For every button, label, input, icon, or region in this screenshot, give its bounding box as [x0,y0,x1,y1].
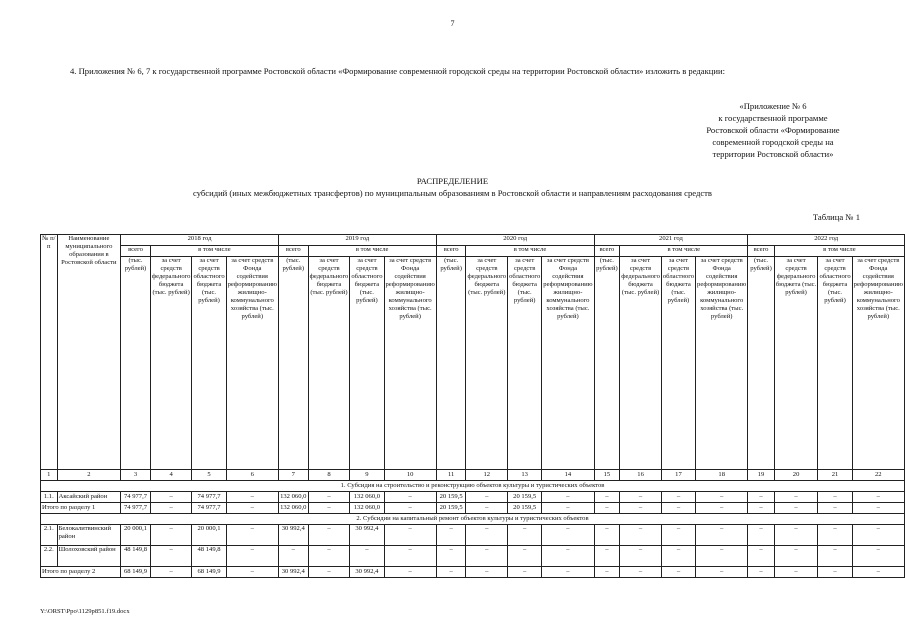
row-value: – [278,546,308,567]
total-value: – [436,567,466,578]
row-value: – [620,492,662,503]
appendix-line: территории Ростовской области» [712,149,834,159]
row-value: 74 977,7 [121,492,151,503]
header-source: за счет средств федерального бюджета (тыс. рублей) [466,257,508,470]
total-value: – [748,567,774,578]
total-value: – [620,503,662,514]
column-number: 14 [542,470,594,481]
row-value: – [466,492,508,503]
row-value: – [384,525,436,546]
row-value: – [150,546,192,567]
row-value: – [852,546,904,567]
intro-paragraph: 4. Приложения № 6, 7 к государственной программе Ростовской области «Формирование современной городской среды на территории Ростовской области» изложить в редакции: [70,66,725,76]
column-number: 4 [150,470,192,481]
row-value: 30 992,4 [278,525,308,546]
row-value: – [542,525,594,546]
row-value: 20 000,1 [121,525,151,546]
table-row [41,546,905,567]
header-incl: в том числе [774,246,904,257]
column-number: 18 [696,470,748,481]
header-year: 2018 год [121,235,279,246]
row-value: – [696,492,748,503]
section-total-row [41,567,905,578]
total-value: – [620,567,662,578]
column-number: 10 [384,470,436,481]
total-value: – [696,503,748,514]
heading-subtitle: субсидий (иных межбюджетных трансфертов) по муниципальным образованиям в Ростовской области и направлениям расходования средств [193,188,712,198]
total-value: 74 977,7 [192,503,226,514]
row-value: – [508,525,542,546]
row-value: 48 149,8 [192,546,226,567]
total-value: – [661,567,695,578]
section-title: 1. Субсидия на строительство и реконструкцию объектов культуры и туристических объектов [41,481,905,492]
header-year: 2020 год [436,235,594,246]
file-path-footer: Y:\ORST\Ppo\1129p851.f19.docx [40,608,130,615]
header-source: за счет средств областного бюджета (тыс. рублей) [192,257,226,470]
column-number: 17 [661,470,695,481]
total-value: 30 992,4 [278,567,308,578]
total-value: – [594,503,620,514]
row-value: – [620,546,662,567]
header-source: (тыс. рублей) [748,257,774,470]
header-source: за счет средств федерального бюджета (тыс. рублей) [150,257,192,470]
total-value: – [384,567,436,578]
total-value: – [384,503,436,514]
total-value: 30 992,4 [350,567,384,578]
total-value: – [150,567,192,578]
column-number: 7 [278,470,308,481]
appendix-line: к государственной программе [718,113,828,123]
distribution-table [40,234,905,578]
column-number: 12 [466,470,508,481]
row-municipality: Аксайский район [57,492,121,503]
row-value: – [594,492,620,503]
row-value: 20 000,1 [192,525,226,546]
header-source: (тыс. рублей) [278,257,308,470]
total-value: – [508,567,542,578]
column-number: 2 [57,470,121,481]
row-value: – [774,492,818,503]
total-value: 132 060,0 [278,503,308,514]
total-value: – [774,503,818,514]
row-number: 1.1. [41,492,58,503]
column-number: 15 [594,470,620,481]
row-value: – [466,525,508,546]
header-incl: в том числе [308,246,436,257]
header-total: всего [278,246,308,257]
row-value: – [542,546,594,567]
row-value: – [508,546,542,567]
row-value: 132 060,0 [278,492,308,503]
header-source: за счет средств областного бюджета (тыс. рублей) [661,257,695,470]
appendix-line: современной городской среды на [712,137,834,147]
header-incl: в том числе [620,246,748,257]
page-number: 7 [450,19,455,28]
total-value: – [852,567,904,578]
header-total: всего [748,246,774,257]
header-source: (тыс. рублей) [121,257,151,470]
header-source: (тыс. рублей) [436,257,466,470]
total-value: 74 977,7 [121,503,151,514]
column-number: 22 [852,470,904,481]
table-row [41,525,905,546]
header-source: за счет средств Фонда содействия реформированию жилищно-коммунального хозяйства (тыс. рублей) [852,257,904,470]
row-value: – [661,546,695,567]
row-value: – [774,525,818,546]
total-value: 68 149,9 [192,567,226,578]
row-value: – [226,546,278,567]
header-source: за счет средств федерального бюджета (тыс. рублей) [620,257,662,470]
header-source: за счет средств областного бюджета (тыс. рублей) [508,257,542,470]
total-value: 20 159,5 [508,503,542,514]
row-value: – [384,546,436,567]
total-value: 132 060,0 [350,503,384,514]
total-value: 68 149,9 [121,567,151,578]
section-total-row [41,503,905,514]
header-source: за счет средств Фонда содействия реформированию жилищно-коммунального хозяйства (тыс. рублей) [542,257,594,470]
column-number-row [41,470,905,481]
total-value: – [542,567,594,578]
row-value: – [594,546,620,567]
total-value: – [542,503,594,514]
column-number: 8 [308,470,350,481]
row-value: – [308,546,350,567]
row-value: – [748,492,774,503]
row-value: – [384,492,436,503]
total-value: – [818,503,852,514]
total-value: – [226,567,278,578]
header-year: 2019 год [278,235,436,246]
header-col-name: Наименование муниципального образования в Ростовской области [57,235,121,470]
total-value: – [466,567,508,578]
total-value: – [150,503,192,514]
header-col-no: № п/п [41,235,58,470]
header-total: всего [594,246,620,257]
column-number: 9 [350,470,384,481]
row-value: – [620,525,662,546]
total-value: – [226,503,278,514]
row-value: – [308,525,350,546]
row-value: – [350,546,384,567]
header-total: всего [121,246,151,257]
row-value: – [852,525,904,546]
row-value: – [226,492,278,503]
row-value: – [818,525,852,546]
row-value: – [150,525,192,546]
column-number: 16 [620,470,662,481]
row-value: – [308,492,350,503]
total-value: – [466,503,508,514]
total-value: – [308,503,350,514]
header-incl: в том числе [150,246,278,257]
section-title: 2. Субсидии на капитальный ремонт объектов культуры и туристических объектов [41,514,905,525]
header-total: всего [436,246,466,257]
header-source: за счет средств Фонда содействия реформированию жилищно-коммунального хозяйства (тыс. рублей) [226,257,278,470]
row-value: – [852,492,904,503]
row-value: – [774,546,818,567]
total-value: – [696,567,748,578]
section-total-label: Итого по разделу 1 [41,503,121,514]
row-value: – [661,492,695,503]
column-number: 5 [192,470,226,481]
section-title-row [41,514,905,525]
row-number: 2.2. [41,546,58,567]
column-number: 11 [436,470,466,481]
row-value: – [748,525,774,546]
row-value: – [226,525,278,546]
row-value: – [696,546,748,567]
row-value: – [466,546,508,567]
row-value: 30 992,4 [350,525,384,546]
header-row-groups [41,246,905,257]
header-source: за счет средств федерального бюджета (тыс. рублей) [774,257,818,470]
header-source: за счет средств областного бюджета (тыс. рублей) [818,257,852,470]
total-value: – [661,503,695,514]
row-value: – [150,492,192,503]
document-heading [0,175,905,199]
row-municipality: Шолоховский район [57,546,121,567]
row-value: – [436,525,466,546]
header-row-years [41,235,905,246]
column-number: 21 [818,470,852,481]
row-value: 20 159,5 [508,492,542,503]
total-value: – [818,567,852,578]
header-source: за счет средств Фонда содействия реформированию жилищно-коммунального хозяйства (тыс. рублей) [696,257,748,470]
appendix-line: «Приложение № 6 [739,101,807,111]
row-value: – [594,525,620,546]
row-value: 48 149,8 [121,546,151,567]
column-number: 1 [41,470,58,481]
header-source: (тыс. рублей) [594,257,620,470]
column-number: 13 [508,470,542,481]
heading-title: РАСПРЕДЕЛЕНИЕ [416,176,489,186]
row-value: – [436,546,466,567]
header-year: 2021 год [594,235,748,246]
table-number: Таблица № 1 [812,212,860,222]
header-source: за счет средств федерального бюджета (тыс. рублей) [308,257,350,470]
row-value: – [542,492,594,503]
header-incl: в том числе [466,246,594,257]
row-value: – [661,525,695,546]
column-number: 20 [774,470,818,481]
row-municipality: Белокалитвинский район [57,525,121,546]
row-value: – [818,546,852,567]
header-source: за счет средств областного бюджета (тыс. рублей) [350,257,384,470]
total-value: – [774,567,818,578]
row-value: 20 159,5 [436,492,466,503]
table-row [41,492,905,503]
total-value: – [852,503,904,514]
header-year: 2022 год [748,235,905,246]
row-value: – [748,546,774,567]
total-value: – [594,567,620,578]
header-row-sources [41,257,905,470]
total-value: – [308,567,350,578]
total-value: 20 159,5 [436,503,466,514]
column-number: 6 [226,470,278,481]
column-number: 19 [748,470,774,481]
column-number: 3 [121,470,151,481]
row-value: 132 060,0 [350,492,384,503]
row-number: 2.1. [41,525,58,546]
section-total-label: Итого по разделу 2 [41,567,121,578]
row-value: 74 977,7 [192,492,226,503]
appendix-line: Ростовской области «Формирование [706,125,840,135]
row-value: – [818,492,852,503]
header-source: за счет средств Фонда содействия реформированию жилищно-коммунального хозяйства (тыс. рублей) [384,257,436,470]
total-value: – [748,503,774,514]
row-value: – [696,525,748,546]
appendix-header [630,100,905,160]
section-title-row [41,481,905,492]
